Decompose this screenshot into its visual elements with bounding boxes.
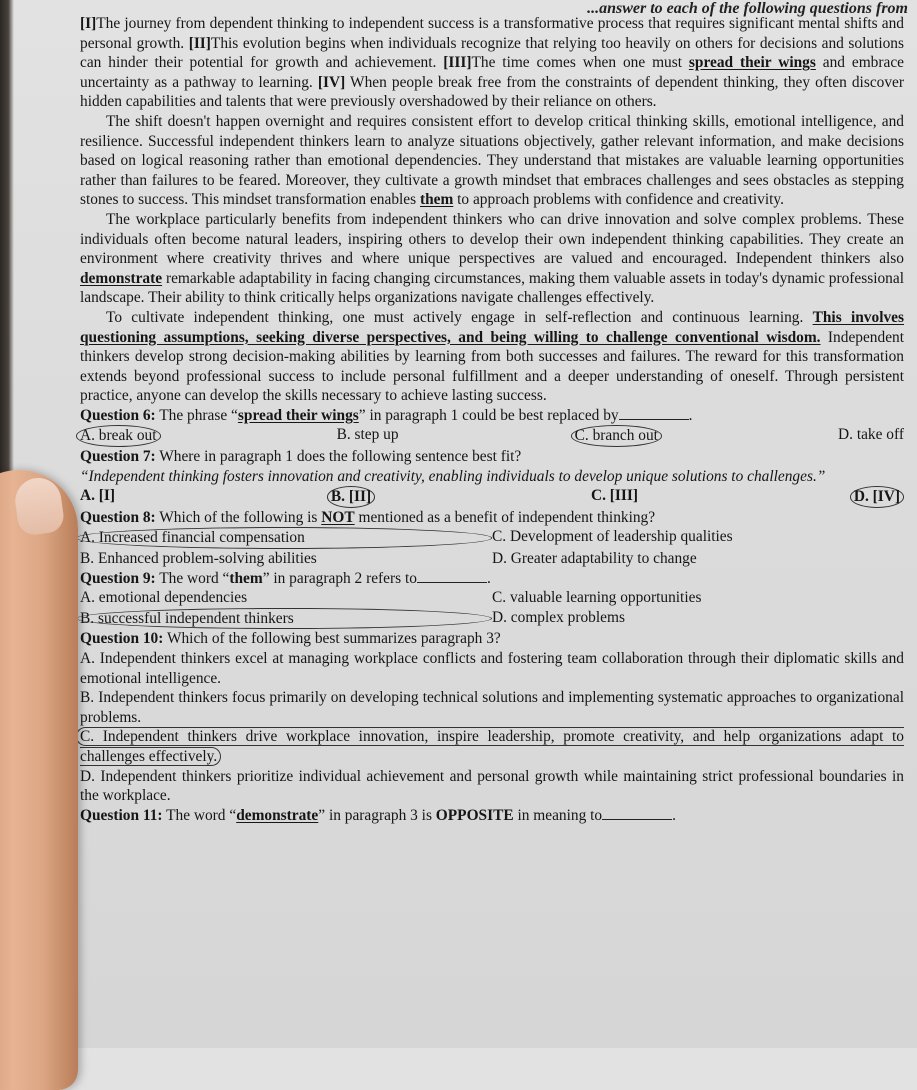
option-c[interactable] <box>80 727 904 766</box>
question-label: Question 9: <box>80 569 156 587</box>
question-text: ” in paragraph 1 could be best replaced by <box>358 406 619 424</box>
p2-text-1: The shift doesn't happen overnight and requires consistent effort to develop critical thinking skills, emotional intelligence, and resilience. Successful independent thinkers learn to analyze situations objectively, gather relevant information, and make decisions based on logical reasoning rather than emotional dependencies. They understand that mistakes are valuable learning opportunities rather than failures to be feared. Moreover, they cultivate a growth mindset that embraces challenges and sees obstacles as stepping stones to success. This mindset transformation enables <box>80 112 904 209</box>
question-8 <box>80 508 904 528</box>
question-text: . <box>688 406 693 424</box>
question-text: mentioned as a benefit of independent thinking? <box>354 508 656 526</box>
question-label: Question 11: <box>80 806 163 824</box>
option-label: C. Independent thinkers drive workplace innovation, inspire leadership, promote creativity, and help organizations adapt to challenges effectively. <box>76 727 904 766</box>
worksheet-content <box>80 14 904 825</box>
highlighted-word-them: them <box>419 191 454 209</box>
p4-text-1: To cultivate independent thinking, one must actively engage in self-reflection and continuous learning. <box>106 308 813 326</box>
question-text: ” in paragraph 2 refers to <box>262 569 417 587</box>
question-label: Question 10: <box>80 630 164 648</box>
p1-text-5: When people break free from the constraints of dependent thinking, they often discover hidden capabilities and talents that were previously overshadowed by their reliance on others. <box>80 73 904 111</box>
emphasis-not: NOT <box>321 508 355 526</box>
option-d[interactable]: D. take off <box>838 426 904 444</box>
option-label: B. successful independent thinkers <box>76 608 492 630</box>
p1-text-2: This evolution begins when individuals recognize that relying too heavily on others for decisions and solutions can hinder their potential for growth and achievement. <box>80 34 904 72</box>
question-text: Where in paragraph 1 does the following sentence best fit? <box>155 448 522 466</box>
question-word: them <box>229 569 263 587</box>
answer-blank <box>619 407 689 420</box>
instruction-header: ...answer to each of the following questions from <box>587 0 908 17</box>
p1-text-1: The journey from dependent thinking to independent success is a transformative process that requires significant mental shifts and personal growth. <box>80 15 904 52</box>
paragraph-2 <box>80 112 904 210</box>
option-c[interactable]: C. Development of leadership qualities <box>492 528 733 546</box>
option-label: C. branch out <box>571 425 662 447</box>
paragraph-1 <box>80 14 904 112</box>
question-word: demonstrate <box>236 806 319 824</box>
option-label: D. [IV] <box>850 486 904 508</box>
answer-blank <box>417 570 487 583</box>
question-7-quote: “Independent thinking fosters innovation and creativity, enabling individuals to develop unique solutions to challenges.” <box>80 467 826 485</box>
question-label: Question 8: <box>80 508 156 526</box>
emphasis-opposite: OPPOSITE <box>435 806 514 824</box>
p1-text-4: and embrace uncertainty as a pathway to learning. <box>80 54 904 91</box>
option-c[interactable]: C. valuable learning opportunities <box>492 589 702 607</box>
question-text: ” in paragraph 3 is <box>318 806 436 824</box>
option-label: A. break out <box>76 425 161 447</box>
position-marker-3: [III] <box>443 54 472 72</box>
position-marker-2: [II] <box>188 34 211 52</box>
question-9-options <box>80 588 904 629</box>
option-label: B. [II] <box>327 486 375 508</box>
option-a[interactable] <box>80 527 492 549</box>
answer-blank <box>602 807 672 820</box>
option-d[interactable]: D. Independent thinkers prioritize individual achievement and personal growth while maintaining strict professional boundaries in the workplace. <box>80 767 904 805</box>
position-marker-4: [IV] <box>317 73 346 91</box>
option-a[interactable]: A. Independent thinkers excel at managing workplace conflicts and fostering team collaboration through their diplomatic skills and emotional intelligence. <box>80 650 904 687</box>
option-b[interactable]: B. Independent thinkers focus primarily on developing technical solutions and implementing systematic approaches to organizational problems. <box>80 689 904 726</box>
option-d[interactable]: D. Greater adaptability to change <box>492 550 697 568</box>
p1-text-3: The time comes when one must <box>471 54 689 72</box>
option-c[interactable] <box>575 425 662 447</box>
question-6 <box>80 406 904 426</box>
question-8-options <box>80 527 904 568</box>
option-c[interactable]: C. [III] <box>590 487 638 505</box>
option-b[interactable] <box>80 608 492 630</box>
option-b[interactable]: B. Enhanced problem-solving abilities <box>80 550 317 568</box>
question-text: Which of the following best summarizes paragraph 3? <box>163 630 501 648</box>
question-10 <box>80 629 904 649</box>
question-7 <box>80 447 904 467</box>
question-6-options <box>80 425 904 447</box>
option-d[interactable]: D. complex problems <box>492 608 625 626</box>
paragraph-4 <box>80 308 904 406</box>
underlined-sentence: This involves questioning assumptions, seeking diverse perspectives, and being willing to challenge conventional wisdom. <box>80 308 904 346</box>
question-9 <box>80 569 904 589</box>
holding-finger <box>0 470 78 1090</box>
question-label: Question 6: <box>80 406 156 424</box>
question-label: Question 7: <box>80 448 156 466</box>
highlighted-phrase: spread their wings <box>688 54 816 72</box>
p2-text-2: to approach problems with confidence and creativity. <box>453 191 784 209</box>
highlighted-word-demonstrate: demonstrate <box>80 269 163 287</box>
worksheet-page <box>60 0 910 1048</box>
p3-text-2: remarkable adaptability in facing changing circumstances, making them valuable assets in today's dynamic professional landscape. Their ability to think critically helps organizations navigate challenges effectively. <box>80 269 904 307</box>
p4-text-2: Independent thinkers develop strong decision-making abilities by learning from both successes and failures. The reward for this transformation extends beyond professional success to include personal fulfillment and a deeper understanding of oneself. Through persistent practice, anyone can develop the skills necessary to achieve lasting success. <box>80 328 905 405</box>
question-11 <box>80 806 904 826</box>
question-text: The phrase “ <box>155 406 238 424</box>
question-text: . <box>486 569 491 587</box>
option-label: A. Increased financial compensation <box>76 527 492 549</box>
position-marker-1: [I] <box>80 15 97 32</box>
question-phrase: spread their wings <box>237 406 359 424</box>
option-b[interactable]: B. step up <box>336 426 399 444</box>
question-text: Which of the following is <box>155 508 322 526</box>
question-text: The word “ <box>162 806 237 824</box>
option-a[interactable]: A. emotional dependencies <box>80 589 248 607</box>
question-7-options <box>80 486 904 508</box>
option-a[interactable]: A. [I] <box>80 487 116 505</box>
question-text: in meaning to <box>513 806 603 824</box>
option-b[interactable] <box>331 486 375 508</box>
option-a[interactable] <box>80 425 161 447</box>
p3-text-1: The workplace particularly benefits from independent thinkers who can drive innovation and solve complex problems. These individuals often become natural leaders, inspiring others to develop their own independent thinking capabilities. They create an environment where creativity thrives and where unique perspectives are valued and encouraged. Independent thinkers also <box>80 210 904 268</box>
question-text: The word “ <box>155 569 230 587</box>
option-d[interactable] <box>854 486 904 508</box>
question-text: . <box>672 806 676 824</box>
paragraph-3 <box>80 210 904 308</box>
